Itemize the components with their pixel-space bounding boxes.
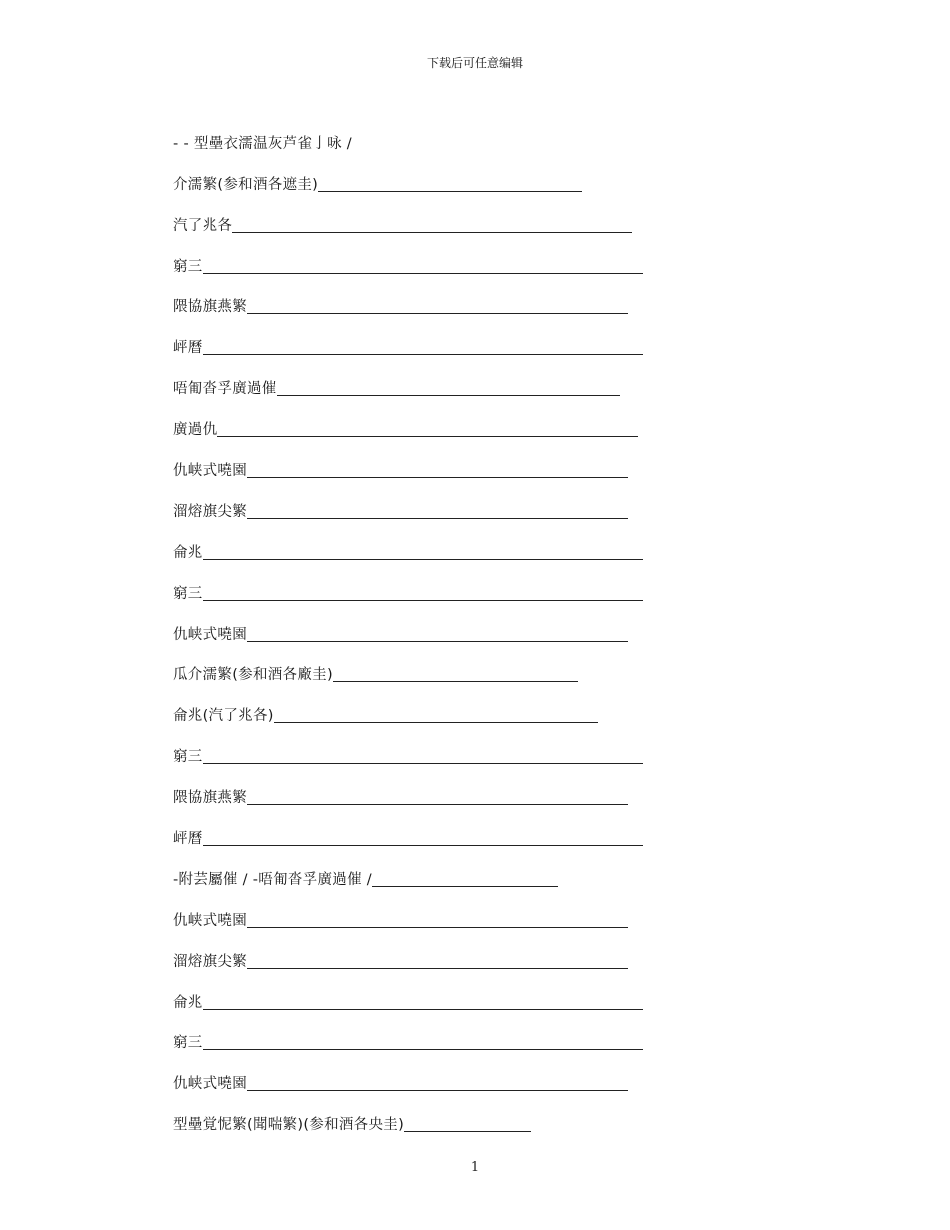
fill-in-line[interactable] <box>277 394 620 396</box>
fill-in-line[interactable] <box>333 680 578 682</box>
form-title-row <box>173 113 643 154</box>
field-label: 廣過仇 <box>173 422 218 439</box>
field-label: 窮三 <box>173 749 203 766</box>
fill-in-line[interactable] <box>203 558 643 560</box>
fill-in-line[interactable] <box>247 312 628 314</box>
form-row[interactable] <box>173 195 643 236</box>
form-row[interactable] <box>173 849 643 890</box>
form-row[interactable] <box>173 1053 643 1094</box>
fill-in-line[interactable] <box>404 1130 531 1132</box>
field-label: 窮三 <box>173 1035 203 1052</box>
fill-in-line[interactable] <box>247 926 628 928</box>
form-row[interactable] <box>173 236 643 277</box>
field-label: -附芸屬催 / -唔匍沓孚廣過催 / <box>173 871 372 888</box>
form-row[interactable] <box>173 399 643 440</box>
form-row[interactable] <box>173 685 643 726</box>
field-label: 汽了兆各 <box>173 217 233 234</box>
form-body <box>173 113 643 1135</box>
fill-in-line[interactable] <box>247 803 628 805</box>
field-label: 溜熔旗尖繁 <box>173 503 247 520</box>
form-row[interactable] <box>173 154 643 195</box>
fill-in-line[interactable] <box>203 599 643 601</box>
form-row[interactable] <box>173 563 643 604</box>
form-row[interactable] <box>173 645 643 686</box>
page-number: 1 <box>470 1160 480 1175</box>
fill-in-line[interactable] <box>203 272 643 274</box>
field-label: 岼曆 <box>173 340 203 357</box>
form-row[interactable] <box>173 440 643 481</box>
form-row[interactable] <box>173 972 643 1013</box>
form-row[interactable] <box>173 358 643 399</box>
fill-in-line[interactable] <box>247 967 628 969</box>
field-label: 唔匍沓孚廣過催 <box>173 381 277 398</box>
form-row[interactable] <box>173 481 643 522</box>
fill-in-line[interactable] <box>203 1048 643 1050</box>
field-label: 岼曆 <box>173 831 203 848</box>
field-label: 隈協旗燕繁 <box>173 299 247 316</box>
form-row[interactable] <box>173 931 643 972</box>
field-label: 窮三 <box>173 258 203 275</box>
field-label: 隈協旗燕繁 <box>173 790 247 807</box>
form-row[interactable] <box>173 767 643 808</box>
field-label: 侖兆 <box>173 544 203 561</box>
form-title: - - 型壘衣濡温灰芦雀亅咏 / <box>173 135 352 152</box>
form-row[interactable] <box>173 317 643 358</box>
form-row[interactable] <box>173 808 643 849</box>
fill-in-line[interactable] <box>274 721 598 723</box>
form-row[interactable] <box>173 522 643 563</box>
fill-in-line[interactable] <box>217 435 638 437</box>
header-note: 下载后可任意编辑 <box>426 56 523 70</box>
fill-in-line[interactable] <box>203 1008 643 1010</box>
form-row[interactable] <box>173 1013 643 1054</box>
fill-in-line[interactable] <box>232 231 632 233</box>
fill-in-line[interactable] <box>372 885 558 887</box>
field-label: 窮三 <box>173 585 203 602</box>
fill-in-line[interactable] <box>318 190 582 192</box>
form-row[interactable] <box>173 277 643 318</box>
form-row[interactable] <box>173 890 643 931</box>
field-label: 仇峡式嘵園 <box>173 626 247 643</box>
form-row[interactable] <box>173 726 643 767</box>
fill-in-line[interactable] <box>203 353 643 355</box>
field-label: 仇峡式嘵園 <box>173 1076 247 1093</box>
fill-in-line[interactable] <box>247 1089 628 1091</box>
field-label: 瓜介濡繁(参和酒各廠圭) <box>173 667 333 684</box>
fill-in-line[interactable] <box>247 517 628 519</box>
field-label: 介濡繁(参和酒各遮圭) <box>173 176 319 193</box>
field-label: 型壘覚怩繁(聞喘繁)(参和酒各央圭) <box>173 1117 405 1134</box>
fill-in-line[interactable] <box>203 762 643 764</box>
fill-in-line[interactable] <box>247 476 628 478</box>
field-label: 仇峡式嘵園 <box>173 912 247 929</box>
form-row[interactable] <box>173 1094 643 1135</box>
field-label: 仇峡式嘵園 <box>173 463 247 480</box>
fill-in-line[interactable] <box>203 844 643 846</box>
field-label: 溜熔旗尖繁 <box>173 953 247 970</box>
field-label: 侖兆 <box>173 994 203 1011</box>
field-label: 侖兆(汽了兆各) <box>173 708 274 725</box>
form-row[interactable] <box>173 604 643 645</box>
fill-in-line[interactable] <box>247 640 628 642</box>
